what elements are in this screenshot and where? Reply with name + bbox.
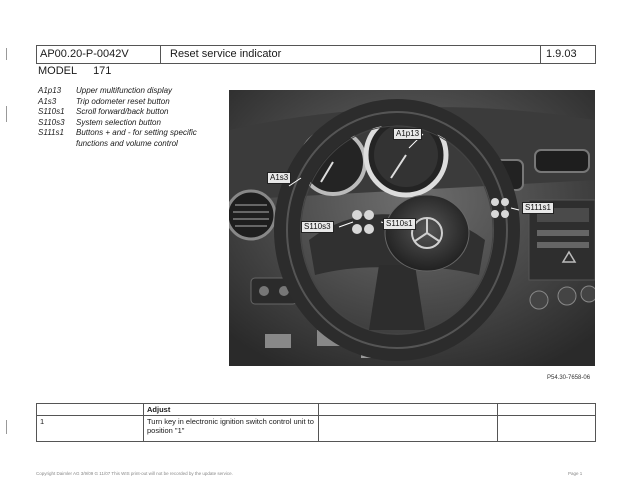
model-line <box>38 65 111 77</box>
legend-code: S111s1 <box>38 128 64 138</box>
legend-code: A1s3 <box>38 96 57 106</box>
header-divider <box>540 46 541 63</box>
margin-mark <box>6 106 7 122</box>
table-cell <box>498 416 596 442</box>
footer-copyright: Copyright Daimler AG 3/9/09 G 11/07 This WIS print-out will not be recorded by the update service. <box>36 471 233 476</box>
table-cell <box>498 404 596 416</box>
legend-item <box>38 128 206 149</box>
legend-description: Trip odometer reset button <box>76 96 170 106</box>
legend-item <box>38 107 206 118</box>
legend-item <box>38 97 206 108</box>
callout-s110s1: S110s1 <box>383 218 416 230</box>
document-header <box>36 45 596 64</box>
callout-s110s3: S110s3 <box>301 221 334 233</box>
legend-item <box>38 86 206 97</box>
document-number: AP00.20-P-0042V <box>40 48 129 60</box>
legend-description: Upper multifunction display <box>76 86 173 95</box>
callout-s111s1: S111s1 <box>522 202 554 214</box>
model-label: MODEL <box>38 65 78 77</box>
callout-a1p13: A1p13 <box>393 128 422 140</box>
model-value: 171 <box>93 65 112 77</box>
table-row <box>37 416 596 442</box>
legend-description: Scroll forward/back button <box>76 107 169 117</box>
table-cell <box>37 404 144 416</box>
figure-reference: P54.30-7658-06 <box>547 375 591 381</box>
header-divider <box>160 46 161 63</box>
step-number: 1 <box>37 416 144 442</box>
legend-code: A1p13 <box>38 86 62 95</box>
legend-description: System selection button <box>76 117 161 127</box>
document-date: 1.9.03 <box>546 48 577 60</box>
steering-wheel-photo <box>229 90 595 366</box>
legend-code: S110s3 <box>38 117 65 127</box>
legend-item <box>38 118 206 129</box>
margin-mark <box>6 420 7 434</box>
step-text: Turn key in electronic ignition switch control unit to position "1" <box>144 416 319 442</box>
legend-code: S110s1 <box>38 107 65 117</box>
table-header: Adjust <box>144 404 319 416</box>
table-row <box>37 404 596 416</box>
table-cell <box>319 416 498 442</box>
component-legend <box>38 86 206 150</box>
page-number: Page 1 <box>568 471 583 476</box>
document-title: Reset service indicator <box>170 48 282 60</box>
margin-mark <box>6 48 7 60</box>
steps-table <box>36 403 596 442</box>
table-cell <box>319 404 498 416</box>
legend-description: Buttons + and - for setting specific functions and volume control <box>76 128 197 148</box>
callout-a1s3: A1s3 <box>267 172 291 184</box>
